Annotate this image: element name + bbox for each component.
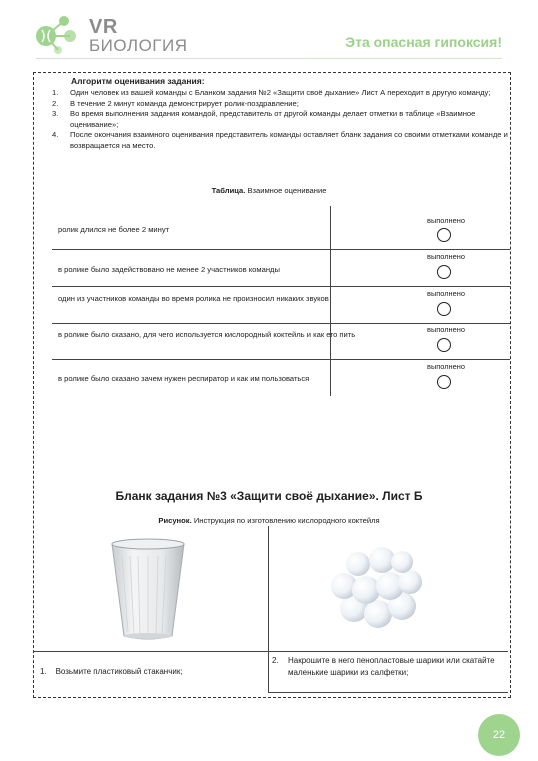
figure-caption-text: Инструкция по изготовлению кислородного коктейля [191,516,380,525]
algorithm-title: Алгоритм оценивания задания: [71,76,205,86]
logo-text-vr: VR [89,16,118,38]
step-number: 1. [52,88,59,97]
criterion-text: один из участников команды во время ролика не произносил никаких звуков [58,294,329,303]
criterion-text: в ролике было сказано зачем нужен респиратор и как им пользоваться [58,374,310,383]
instruction-row-divider [268,651,508,652]
foam-balls-image [328,542,424,634]
table-row [52,360,510,398]
done-checkbox[interactable] [437,228,451,242]
step-number: 2. [52,98,59,108]
step-number: 4. [52,130,59,139]
vr-biology-logo [34,12,188,56]
done-checkbox[interactable] [437,265,451,279]
instruction-row-divider [34,651,268,652]
done-label: выполнено [427,252,465,261]
figure-caption [0,516,538,525]
step-number: 1. [40,667,47,676]
logo-text-biology: БИОЛОГИЯ [89,36,188,55]
done-label: выполнено [427,362,465,371]
done-label: выполнено [427,216,465,225]
molecule-icon [34,12,80,56]
algorithm-step [52,99,514,110]
table-row [52,206,510,250]
table-row [52,250,510,287]
section-title: Бланк задания №3 «Защити своё дыхание». Лист Б [115,489,423,503]
criterion-text: в ролике было сказано, для чего используется кислородный коктейль и как его пить [58,330,356,339]
instruction-step-1 [40,667,183,676]
done-checkbox[interactable] [437,302,451,316]
table-caption-label: Таблица. [211,186,246,195]
plastic-cup-image [108,536,188,644]
done-label: выполнено [427,325,465,334]
done-checkbox[interactable] [437,375,451,389]
criterion-text: в ролике было задействовано не менее 2 участников команды [58,265,280,274]
step-text: Накрошите в него пенопластовые шарики или скатайте маленькие шарики из салфетки; [288,656,495,677]
page-header-title: Эта опасная гипоксия! [345,34,502,50]
criterion-text: ролик длился не более 2 минут [58,225,170,234]
step-number: 3. [52,109,59,118]
figure-caption-label: Рисунок. [158,516,192,525]
algorithm-step [52,130,514,151]
algorithm-step [52,88,514,99]
step-text: В течение 2 минут команда демонстрирует ролик-поздравление; [70,98,299,108]
done-label: выполнено [427,289,465,298]
table-caption [0,186,538,195]
algorithm-steps [52,88,514,151]
algorithm-step [52,109,514,130]
step-text: Во время выполнения задания командой, представитель от другой команды делает отметки в таблице «Взаимное оценивание»; [70,109,476,129]
instruction-column-divider [268,526,269,692]
step-text: Один человек из вашей команды с Бланком задания №2 «Защити своё дыхание» Лист А переходит в другую команду; [70,88,491,97]
header-divider-accent [300,58,502,59]
step-text: Возьмите пластиковый стаканчик; [55,667,183,676]
table-row [52,324,510,360]
done-checkbox[interactable] [437,338,451,352]
page-number-badge: 22 [478,714,520,756]
table-row [52,287,510,324]
step-text: После окончания взаимного оценивания представитель команды оставляет бланк задания со своими отметками команде и возвращается на место. [70,130,508,150]
step-number: 2. [272,656,279,665]
table-caption-text: Взаимное оценивание [245,186,327,195]
instruction-bottom-line [268,692,508,693]
